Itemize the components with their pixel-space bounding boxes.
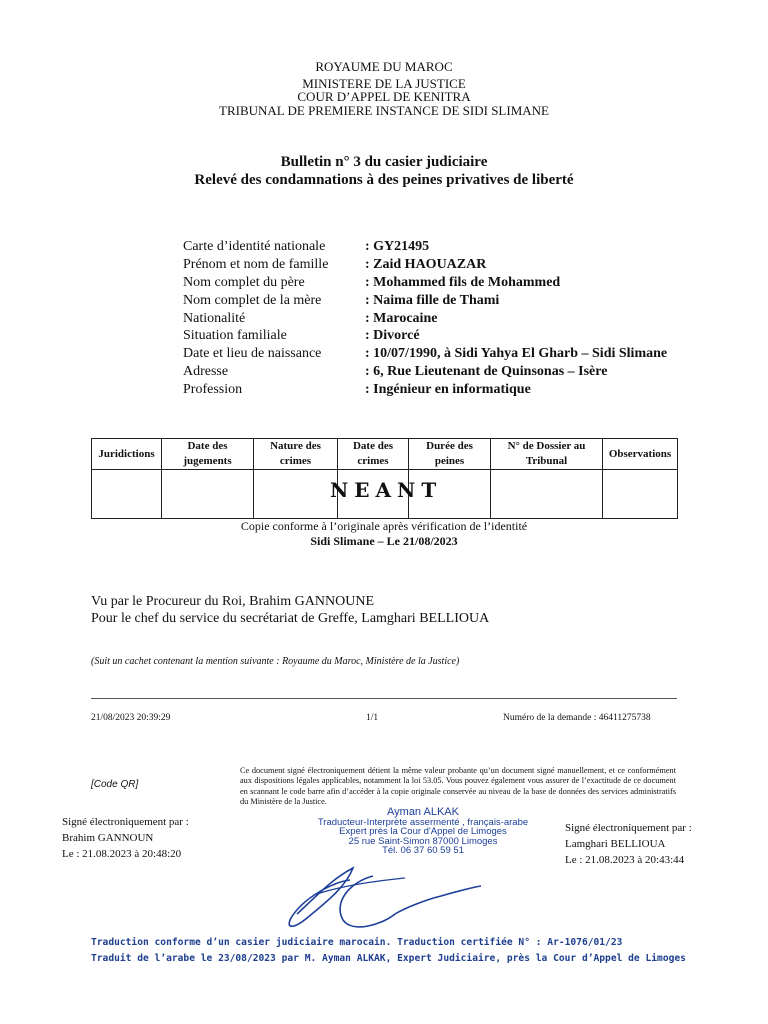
signature-right	[565, 820, 692, 868]
identity-value: : GY21495	[365, 239, 430, 254]
table-cell	[162, 470, 254, 519]
header-court: COUR D’APPEL DE KENITRA	[297, 89, 471, 104]
translator-stamp	[293, 808, 553, 856]
signature-right-name: Lamghari BELLIOUA	[565, 838, 666, 850]
column-header: Juridictions	[92, 439, 162, 470]
stamp-note: (Suit un cachet contenant la mention suivante : Royaume du Maroc, Ministère de la Justice)	[91, 656, 460, 667]
identity-label: Nationalité	[183, 311, 246, 326]
greffe-line: Pour le chef du service du secrétariat de Greffe, Lamghari BELLIOUA	[91, 611, 490, 626]
header-kingdom: ROYAUME DU MAROC	[315, 59, 453, 74]
identity-label: Nom complet du père	[183, 275, 305, 290]
document-title: Bulletin n° 3 du casier judiciaire	[280, 154, 488, 170]
identity-label: Situation familiale	[183, 328, 287, 343]
table-cell	[491, 470, 603, 519]
certification-place-date: Sidi Slimane – Le 21/08/2023	[310, 534, 458, 548]
signature-left-date: Le : 21.08.2023 à 20:48:20	[62, 848, 182, 860]
translator-name: Ayman ALKAK	[387, 806, 459, 818]
identity-value: : Marocaine	[365, 311, 438, 326]
header-tribunal: TRIBUNAL DE PREMIERE INSTANCE DE SIDI SLIMANE	[219, 103, 549, 118]
identity-value: : 10/07/1990, à Sidi Yahya El Gharb – Sidi Slimane	[365, 346, 668, 361]
column-header: Date des jugements	[162, 439, 254, 470]
handwritten-signature	[255, 858, 515, 938]
identity-label: Carte d’identité nationale	[183, 239, 326, 254]
signature-left	[62, 814, 189, 862]
identity-label: Nom complet de la mère	[183, 293, 322, 308]
table-header-row	[92, 439, 678, 470]
identity-value: : Zaid HAOUAZAR	[365, 257, 487, 272]
divider	[91, 698, 677, 699]
translator-address: 25 rue Saint-Simon 87000 Limoges	[348, 835, 498, 847]
signature-left-label: Signé électroniquement par :	[62, 816, 189, 828]
identity-label: Adresse	[183, 364, 229, 379]
certification-copy: Copie conforme à l’originale après vérification de l’identité	[240, 519, 528, 533]
document-subtitle: Relevé des condamnations à des peines privatives de liberté	[194, 172, 574, 188]
header-ministry: MINISTERE DE LA JUSTICE	[302, 76, 466, 91]
signature-left-name: Brahim GANNOUN	[62, 832, 154, 844]
translation-translator: Traduit de l’arabe le 23/08/2023 par M. Ayman ALKAK, Expert Judiciaire, près la Cour d’Appel de Limoges	[91, 953, 686, 964]
identity-value: : Divorcé	[365, 328, 420, 343]
neant-mention: NEANT	[330, 478, 443, 502]
identity-label: Date et lieu de naissance	[183, 346, 322, 361]
signature-right-label: Signé électroniquement par :	[565, 822, 692, 834]
translator-title: Traducteur-Interprète assermenté , français-arabe	[317, 816, 529, 828]
identity-value: : Naima fille de Thami	[365, 293, 500, 308]
table-cell	[92, 470, 162, 519]
signature-right-date: Le : 21.08.2023 à 20:43:44	[565, 854, 685, 866]
column-header: N° de Dossier au Tribunal	[491, 439, 603, 470]
identity-label: Profession	[183, 382, 243, 397]
identity-value: : Mohammed fils de Mohammed	[365, 275, 561, 290]
footer-datetime: 21/08/2023 20:39:29	[91, 713, 171, 723]
translation-certification: Traduction conforme d’un casier judiciaire marocain. Traduction certifiée N° : Ar-1076/01/23	[91, 937, 623, 948]
procureur-line: Vu par le Procureur du Roi, Brahim GANNOUNE	[91, 594, 374, 609]
translator-expert: Expert près la Cour d'Appel de Limoges	[339, 826, 507, 837]
translator-phone: Tél. 06 37 60 59 51	[382, 845, 464, 856]
column-header: Observations	[603, 439, 678, 470]
qr-code-placeholder: [Code QR]	[91, 779, 139, 790]
column-header: Date des crimes	[338, 439, 409, 470]
column-header: Durée des peines	[409, 439, 491, 470]
table-cell	[254, 470, 338, 519]
identity-value: : Ingénieur en informatique	[365, 382, 531, 397]
column-header: Nature des crimes	[254, 439, 338, 470]
electronic-signature-notice: Ce document signé électroniquement détient la même valeur probante qu’un document signé manuellement, et ce conformément aux dispositions légales applicables, notamment la loi 53.05. Vous pouvez également vous assurer de l’exactitude de ce document en scannant le code barre afin d’accéder à la copie originale conservée au niveau de la base de données des services administratifs du Ministère de la Justice.	[240, 766, 676, 806]
footer-request-number: Numéro de la demande : 46411275738	[503, 713, 651, 723]
table-cell	[603, 470, 678, 519]
identity-value: : 6, Rue Lieutenant de Quinsonas – Isère	[365, 364, 608, 379]
footer-page-number: 1/1	[366, 713, 379, 723]
identity-label: Prénom et nom de famille	[183, 257, 329, 272]
